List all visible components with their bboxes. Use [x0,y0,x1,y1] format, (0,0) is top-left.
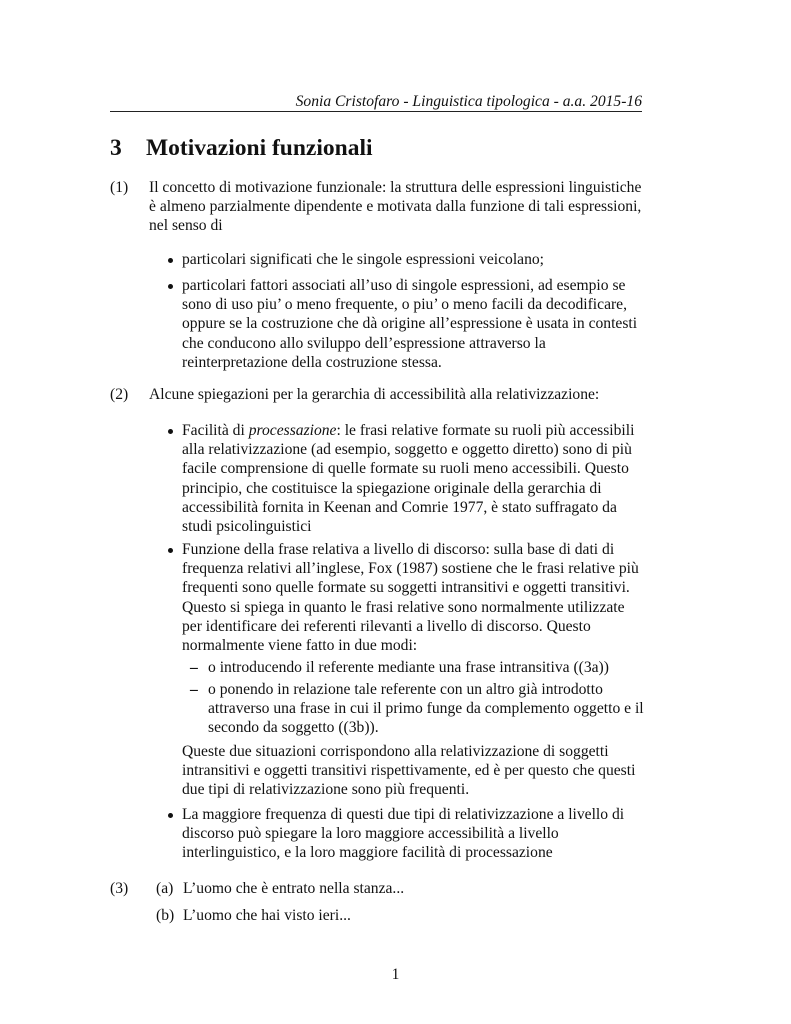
section-heading [110,134,373,162]
example-label-1: (1) [110,179,129,196]
example-label-3: (3) [110,880,129,897]
page-number: 1 [391,966,400,983]
sub-example-text: L’uomo che è entrato nella stanza... [183,880,405,897]
sub-example-label: (b) [156,907,175,924]
bullet-item [166,421,644,536]
bullet-text: Facilità di [182,422,249,439]
example-2-intro: Alcune spiegazioni per la gerarchia di accessibilità alla relativizzazione: [149,386,600,403]
section-number: 3 [110,135,122,161]
bullet-item: particolari significati che le singole espressioni veicolano; [166,250,644,269]
bullet-item: La maggiore frequenza di questi due tipi di relativizzazione a livello di discorso può spiegare la loro maggiore accessibilità a livello interlinguistico, e la loro maggiore facilità di processazione [166,805,644,863]
example-label-2: (2) [110,386,129,403]
example-2-bullet-discorso [166,540,644,655]
example-2-dash-1 [190,658,646,677]
dash-item: – o introducendo il referente mediante una frase intransitiva ((3a)) [190,658,646,677]
example-1-bullets-2 [166,276,644,372]
example-2-dash-2 [190,680,646,738]
bullet-item: Funzione della frase relativa a livello di discorso: sulla base di dati di frequenza relativi all’inglese, Fox (1987) sostiene che le frasi relative più frequenti sono quelle formate su soggetti intransitivi e oggetti transitivi. Questo si spiega in quanto le frasi relative sono normalmente utilizzate per identificare dei referenti rilevanti a livello di discorso. Questo normalmente viene fatto in due modi: [166,540,644,655]
section-title: Motivazioni funzionali [146,135,373,161]
example-1-intro: Il concetto di motivazione funzionale: la struttura delle espressioni linguistiche è almeno parzialmente dipendente e motivata dalla funzione di tali espressioni, nel senso di [149,179,642,235]
bullet-item: particolari fattori associati all’uso di singole espressioni, ad esempio se sono di uso piu’ o meno frequente, o piu’ o meno facili da decodificare, oppure se la costruzione che dà origine all’espressione è usata in contesti che conducono allo sviluppo dell’espressione attraverso la reinterpretazione della costruzione stessa. [166,276,644,372]
example-1-bullets [166,250,644,269]
example-3a [156,879,404,898]
example-3b [156,906,351,925]
bullet-emphasis: processazione [248,422,337,439]
sub-example-text: L’uomo che hai visto ieri... [183,907,351,924]
example-2-bullet-processazione [166,421,644,536]
running-head: Sonia Cristofaro - Linguistica tipologica - a.a. 2015-16 [295,93,642,110]
bullet-text: : le frasi relative formate su ruoli più accessibili alla relativizzazione (ad esempio, soggetto e oggetto diretto) sono di più facile comprensione di quelle formate su ruoli meno accessibili. Questo principio, che costituisce la spiegazione originale della gerarchia di accessibilità fornita in Keenan and Comrie 1977, è stato suffragato da studi psicolinguistici [182,422,635,536]
header-rule [110,111,642,112]
example-2-after-dashes: Queste due situazioni corrispondono alla relativizzazione di soggetti intransitivi e oggetti transitivi rispettivamente, ed è per questo che questi due tipi di relativizzazione sono più frequenti. [182,743,636,799]
dash-item: – o ponendo in relazione tale referente con un altro già introdotto attraverso una frase in cui il primo funge da complemento oggetto e il secondo da soggetto ((3b)). [190,680,646,738]
example-2-bullet-frequenza [166,805,644,863]
sub-example-label: (a) [156,880,174,897]
